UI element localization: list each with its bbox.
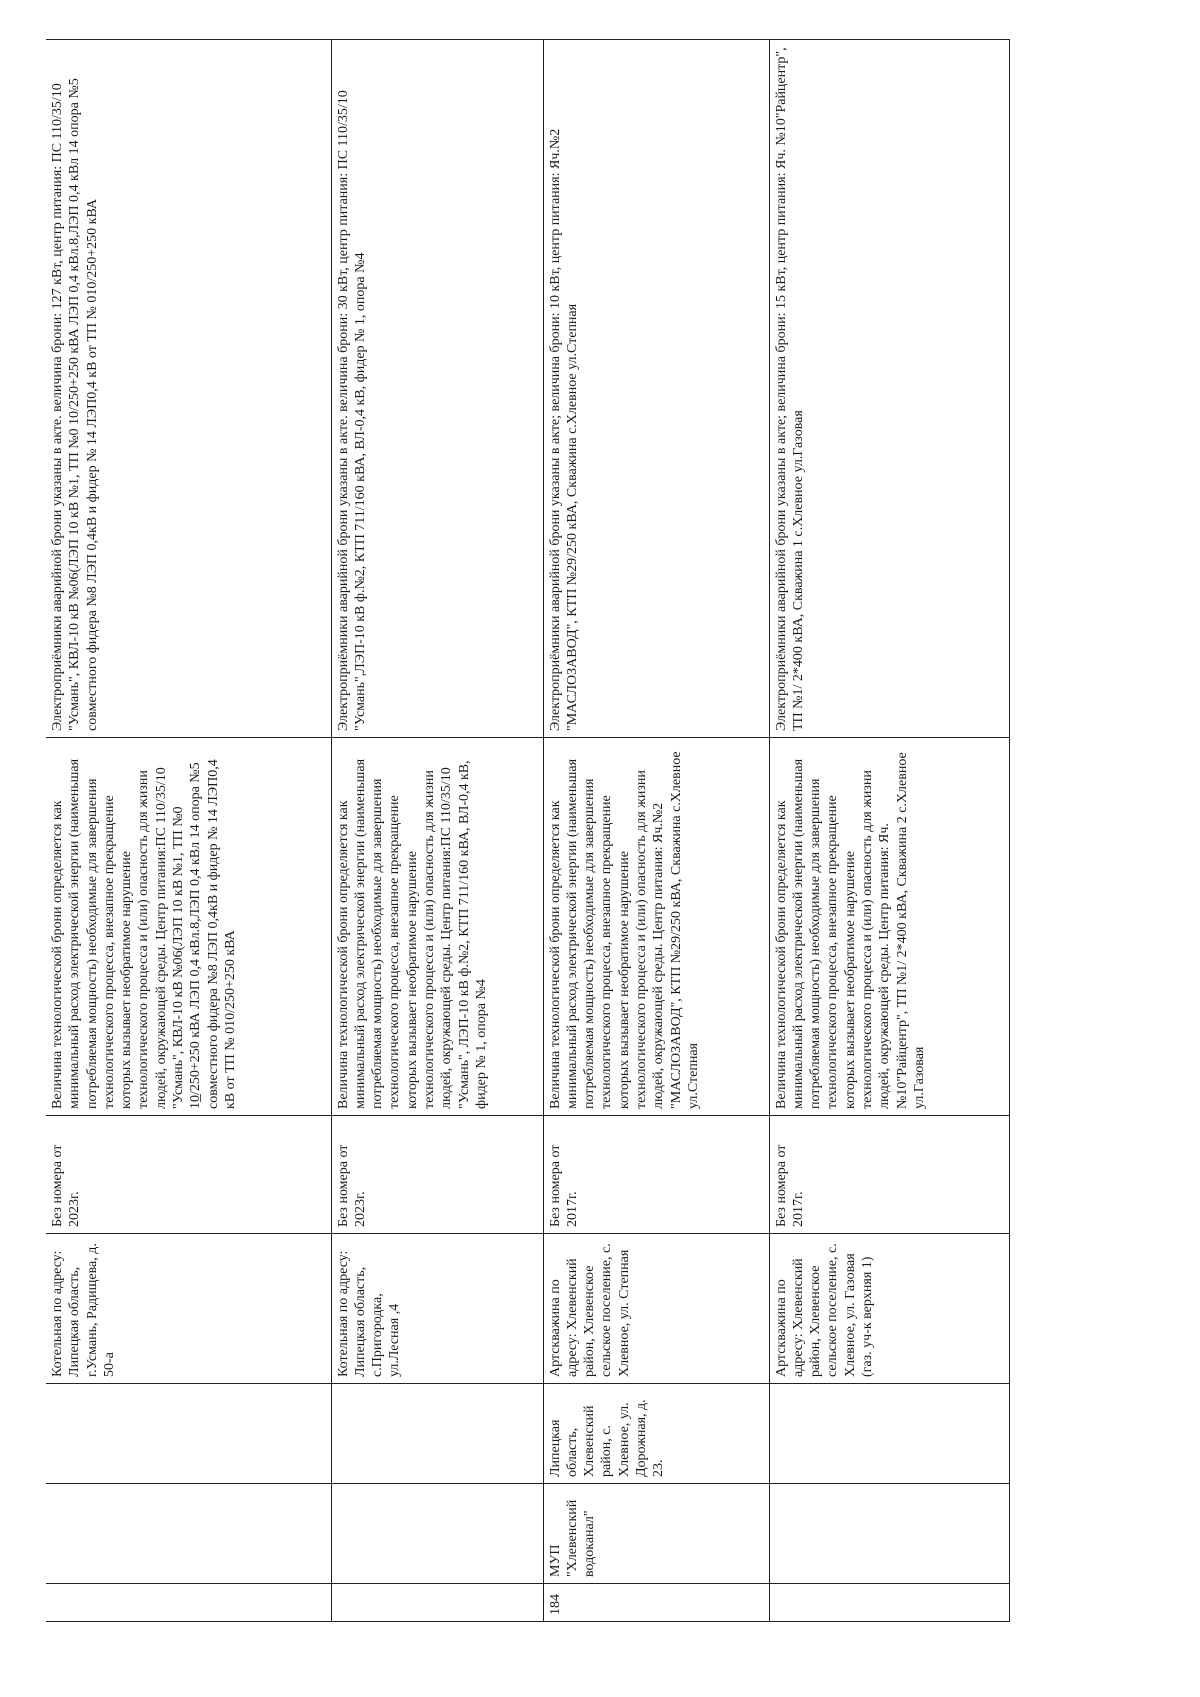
table-row bbox=[543, 40, 769, 1622]
document-ref: Без номера от 2023г. bbox=[331, 1116, 543, 1234]
technological-reserve: Величина технологической брони определяется как минимальный расход электрической энергии (наименьшая потребляемая мощность) необходимые для завершения технологического процесса, внезапное прекращение которых вызывает необратимое нарушение технологического процесса и (или) опасность для жизни людей, окружающей среды. Центр питания: Яч. №10"Райцентр", ТП №1/ 2*400 кВА, Скважина 2 с.Хлевное ул.Газовая bbox=[769, 738, 1009, 1116]
organization bbox=[46, 1484, 331, 1584]
technological-reserve: Величина технологической брони определяется как минимальный расход электрической энергии (наименьшая потребляемая мощность) необходимые для завершения технологического процесса, внезапное прекращение которых вызывает необратимое нарушение технологического процесса и (или) опасность для жизни людей, окружающей среды. Центр питания:ПС 110/35/10 "Усмань", ЛЭП-10 кВ ф.№2, КТП 711/160 кВА, ВЛ-0,4 кВ, фидер № 1, опора №4 bbox=[331, 738, 543, 1116]
object-address: Котельная по адресу: Липецкая область, г.Усмань, Радищева, д. 50-а bbox=[46, 1234, 331, 1384]
organization: МУП "Хлевенский водоканал" bbox=[543, 1484, 769, 1584]
document-ref: Без номера от 2017г. bbox=[769, 1116, 1009, 1234]
legal-address: Липецкая область, Хлевенский район, с. Хлевное, ул. Дорожная, д. 23. bbox=[543, 1384, 769, 1484]
object-address: Котельная по адресу: Липецкая область, с.Пригородка, ул.Лесная ,4 bbox=[331, 1234, 543, 1384]
object-address: Артскважина по адресу: Хлевенский район, Хлевенское сельское поселение, с. Хлевное, ул. Газовая (газ. уч-к верхняя 1) bbox=[769, 1234, 1009, 1384]
object-address: Артскважина по адресу: Хлевенский район, Хлевенское сельское поселение, с. Хлевное, ул. Степная bbox=[543, 1234, 769, 1384]
table-row bbox=[769, 40, 1009, 1622]
table-row bbox=[331, 40, 543, 1622]
table-row bbox=[46, 40, 331, 1622]
technological-reserve: Величина технологической брони определяется как минимальный расход электрической энергии (наименьшая потребляемая мощность) необходимые для завершения технологического процесса, внезапное прекращение которых вызывает необратимое нарушение технологического процесса и (или) опасность для жизни людей, окружающей среды. Центр питания:ПС 110/35/10 "Усмань", КВЛ-10 кВ №06(ЛЭП 10 кВ №1, ТП №0 10/250+250 кВА ЛЭП 0,4 кВл.8,ЛЭП 0,4 кВл 14 опора №5 совместного фидера №8 ЛЭП 0,4кВ и фидер № 14 ЛЭП0,4 кВ от ТП № 010/250+250 кВА bbox=[46, 738, 331, 1116]
emergency-reserve: Электроприёмники аварийной брони указаны в акте; величина брони: 15 кВт, центр питания: Яч. №10"Райцентр", ТП №1/ 2*400 кВА, Скважина 1 с.Хлевное ул.Газовая bbox=[769, 40, 1009, 738]
legal-address bbox=[46, 1384, 331, 1484]
row-number: 184 bbox=[543, 1584, 769, 1622]
technological-reserve: Величина технологической брони определяется как минимальный расход электрической энергии (наименьшая потребляемая мощность) необходимые для завершения технологического процесса, внезапное прекращение которых вызывает необратимое нарушение технологического процесса и (или) опасность для жизни людей, окружающей среды. Центр питания: Яч.№2 "МАСЛОЗАВОД", КТП №29/250 кВА, Скважина с.Хлевное ул.Степная bbox=[543, 738, 769, 1116]
document-ref: Без номера от 2023г. bbox=[46, 1116, 331, 1234]
emergency-reserve: Электроприёмники аварийной брони указаны в акте; величина брони: 10 кВт, центр питания: Яч.№2 "МАСЛОЗАВОД", КТП №29/250 кВА, Скважина с.Хлевное ул.Степная bbox=[543, 40, 769, 738]
legal-address bbox=[331, 1384, 543, 1484]
row-number bbox=[769, 1584, 1009, 1622]
document-ref: Без номера от 2017г. bbox=[543, 1116, 769, 1234]
emergency-reserve: Электроприёмники аварийной брони указаны в акте. величина брони: 127 кВт, центр питания: ПС 110/35/10 "Усмань", КВЛ-10 кВ №06(ЛЭП 10 кВ №1, ТП №0 10/250+250 кВА ЛЭП 0,4 кВл.8,ЛЭП 0,4 кВл 14 опора №5 совместного фидера №8 ЛЭП 0,4кВ и фидер № 14 ЛЭП0,4 кВ от ТП № 010/250+250 кВА bbox=[46, 40, 331, 738]
row-number bbox=[46, 1584, 331, 1622]
document-table bbox=[46, 39, 1010, 1622]
row-number bbox=[331, 1584, 543, 1622]
legal-address bbox=[769, 1384, 1009, 1484]
organization bbox=[331, 1484, 543, 1584]
emergency-reserve: Электроприёмники аварийной брони указаны в акте. величина брони: 30 кВт, центр питания: ПС 110/35/10 "Усмань",ЛЭП-10 кВ ф.№2, КТП 711/160 кВА, ВЛ-0,4 кВ, фидер № 1, опора №4 bbox=[331, 40, 543, 738]
organization bbox=[769, 1484, 1009, 1584]
